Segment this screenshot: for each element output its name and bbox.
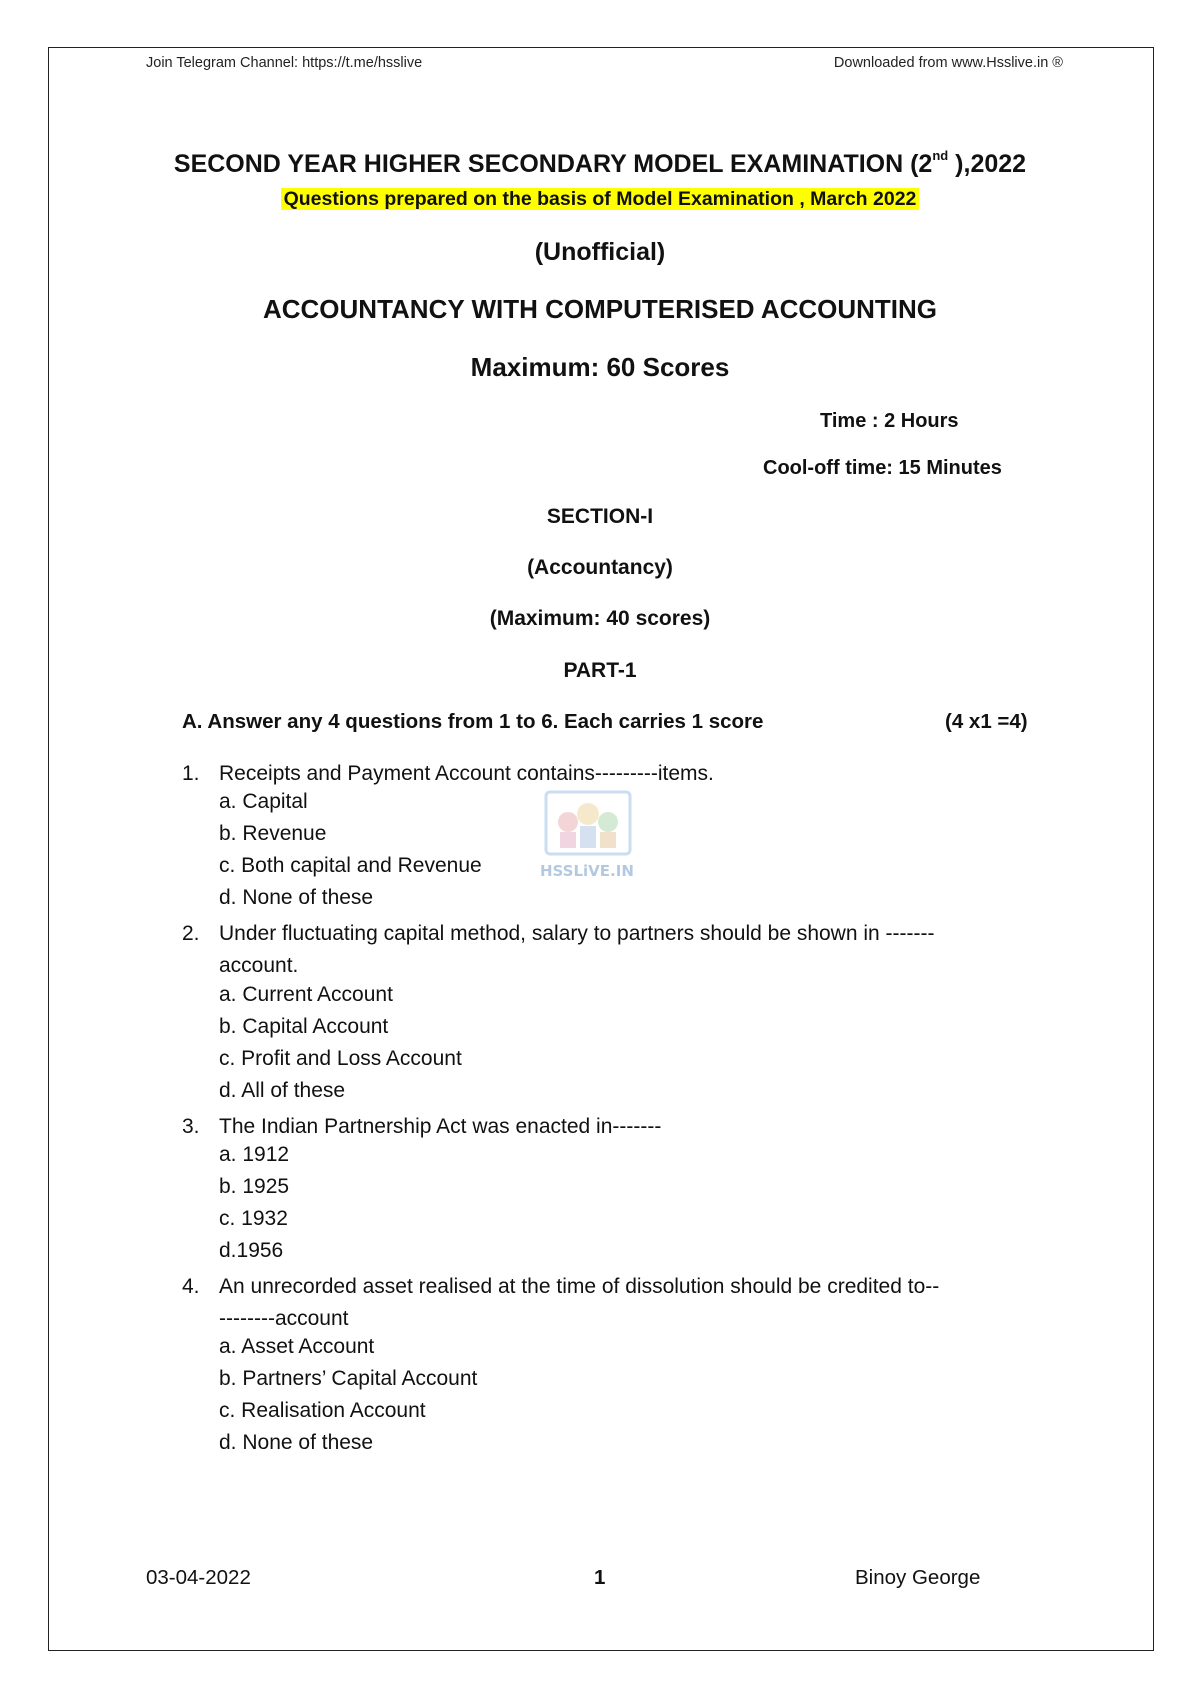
- maximum-score: Maximum: 60 Scores: [470, 352, 730, 382]
- footer-author: Binoy George: [855, 1566, 981, 1589]
- option: c. Realisation Account: [219, 1399, 426, 1422]
- cooloff-time: Cool-off time: 15 Minutes: [763, 457, 1002, 479]
- footer-page-number: 1: [594, 1566, 606, 1589]
- option: d. All of these: [219, 1079, 346, 1102]
- option: d.1956: [219, 1239, 284, 1262]
- instruction-text: A. Answer any 4 questions from 1 to 6. Each carries 1 score: [182, 710, 764, 733]
- option: b. Revenue: [219, 822, 327, 845]
- watermark-text: HSSLiVE.IN: [540, 862, 634, 880]
- part-title: PART-1: [563, 659, 637, 682]
- option: c. 1932: [219, 1207, 288, 1230]
- footer-date: 03-04-2022: [146, 1566, 251, 1589]
- option: a. Asset Account: [219, 1335, 375, 1358]
- question-number: 2.: [182, 922, 200, 945]
- unofficial-label: (Unofficial): [534, 238, 666, 266]
- question-text: Under fluctuating capital method, salary to partners should be shown in -------: [219, 922, 935, 945]
- option: d. None of these: [219, 886, 374, 909]
- question-number: 1.: [182, 762, 200, 785]
- question-text-continued: --------account: [219, 1307, 349, 1330]
- section-title: SECTION-I: [546, 505, 654, 528]
- subject-title: ACCOUNTANCY WITH COMPUTERISED ACCOUNTING: [262, 294, 938, 324]
- option: a. Capital: [219, 790, 308, 813]
- instruction-marks: (4 x1 =4): [945, 710, 1028, 733]
- exam-title: SECOND YEAR HIGHER SECONDARY MODEL EXAMINATION (2nd ),2022: [173, 148, 1027, 178]
- question-text: The Indian Partnership Act was enacted in-------: [219, 1115, 662, 1138]
- option: a. Current Account: [219, 983, 393, 1006]
- option: a. 1912: [219, 1143, 290, 1166]
- header-download-source: Downloaded from www.Hsslive.in ®: [833, 55, 1063, 71]
- question-text: An unrecorded asset realised at the time of dissolution should be credited to--: [219, 1275, 940, 1298]
- option: c. Both capital and Revenue: [219, 854, 482, 877]
- option: d. None of these: [219, 1431, 374, 1454]
- option: b. Partners’ Capital Account: [219, 1367, 478, 1390]
- option: c. Profit and Loss Account: [219, 1047, 462, 1070]
- section-maximum: (Maximum: 40 scores): [489, 607, 711, 630]
- question-text: Receipts and Payment Account contains---------items.: [219, 762, 714, 785]
- section-subject: (Accountancy): [527, 556, 673, 579]
- header-telegram: Join Telegram Channel: https://t.me/hsslive: [146, 55, 423, 71]
- time-allowed: Time : 2 Hours: [820, 410, 959, 432]
- option: b. 1925: [219, 1175, 290, 1198]
- question-number: 3.: [182, 1115, 200, 1138]
- question-number: 4.: [182, 1275, 200, 1298]
- hsslive-watermark-logo: [538, 786, 638, 886]
- option: b. Capital Account: [219, 1015, 389, 1038]
- question-text-continued: account.: [219, 954, 299, 977]
- exam-subtitle: Questions prepared on the basis of Model Examination , March 2022: [0, 188, 1200, 211]
